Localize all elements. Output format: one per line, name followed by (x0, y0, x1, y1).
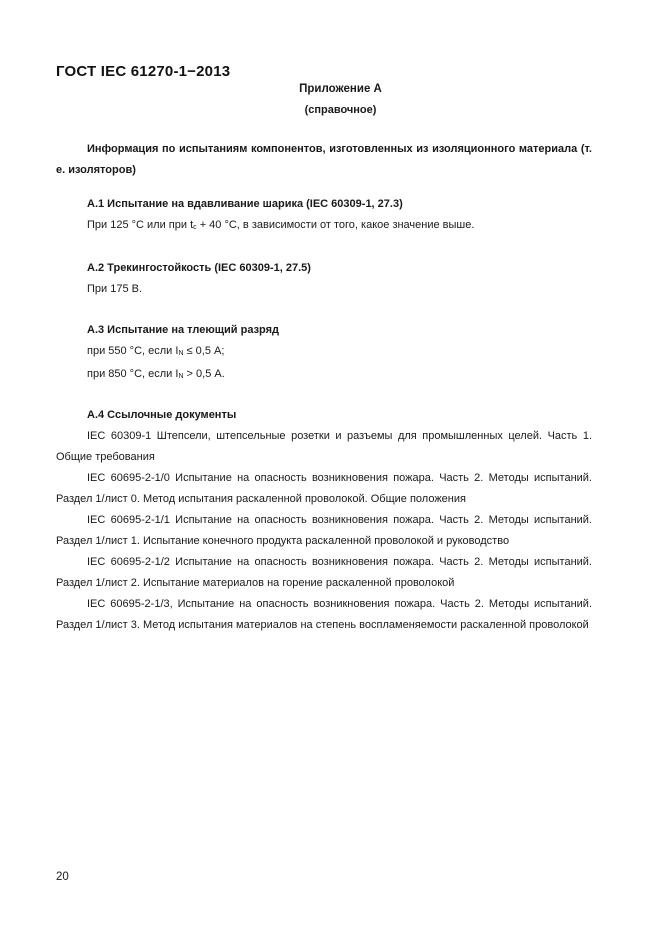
section-a3-heading: А.3 Испытание на тлеющий разряд (87, 324, 280, 336)
reference-item: IEC 60695-2-1/3, Испытание на опасность возникновения пожара. Часть 2. Методы испытаний. Раздел 1/лист 3. Метод испытания материалов на степень воспламеняемости раскаленной проволокой (56, 598, 592, 631)
section-a2-text: При 175 В. (87, 283, 143, 295)
reference-item: IEC 60309-1 Штепсели, штепсельные розетки и разъемы для промышленных целей. Часть 1. Общие требования (56, 430, 592, 463)
section-a2-heading: А.2 Трекингостойкость (IEC 60309-1, 27.5) (87, 262, 311, 274)
appendix-title: Приложение А (299, 83, 382, 95)
section-a4-heading: А.4 Ссылочные документы (87, 409, 237, 421)
section-a4 (56, 405, 592, 636)
reference-item: IEC 60695-2-1/2 Испытание на опасность возникновения пожара. Часть 2. Методы испытаний. Раздел 1/лист 2. Испытание материалов на горение раскаленной проволокой (56, 556, 592, 589)
section-a3-line2: при 850 °С, если $I_N > 0,5$ А. (87, 368, 225, 380)
section-a3 (56, 320, 592, 387)
section-a2 (56, 258, 592, 300)
reference-item: IEC 60695-2-1/1 Испытание на опасность возникновения пожара. Часть 2. Методы испытаний. Раздел 1/лист 1. Испытание конечного продукта раскаленной проволокой и руководство (56, 514, 592, 547)
section-a1-text: При 125 °С или при $t_c + 40$ °С, в зависимости от того, какое значение выше. (87, 219, 475, 231)
section-a1-heading: А.1 Испытание на вдавливание шарика (IEC 60309-1, 27.3) (87, 198, 403, 210)
appendix-subtitle: (справочное) (304, 104, 377, 116)
section-a3-line1: при 550 °С, если $I_N \le 0,5$ А; (87, 345, 225, 357)
page-number: 20 (56, 871, 69, 883)
reference-item: IEC 60695-2-1/0 Испытание на опасность возникновения пожара. Часть 2. Методы испытаний. Раздел 1/лист 0. Метод испытания раскаленной проволокой. Общие положения (56, 472, 592, 505)
appendix-intro: Информация по испытаниям компонентов, изготовленных из изоляционного материала (т. е. изоляторов) (56, 143, 592, 176)
document-code: ГОСТ IEC 61270-1−2013 (56, 63, 231, 80)
section-a1 (56, 194, 592, 238)
